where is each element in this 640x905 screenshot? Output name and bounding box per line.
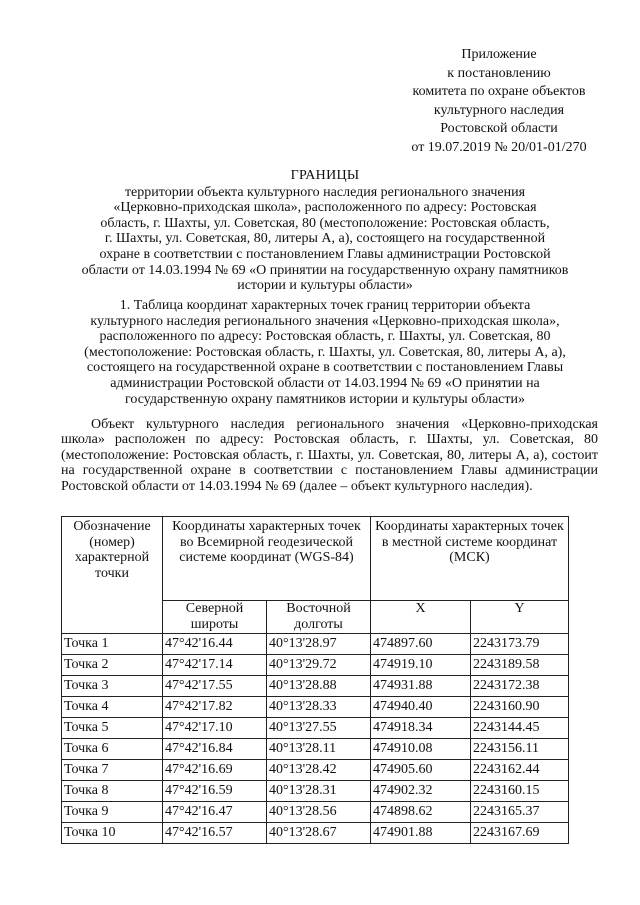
cell-east: 40°13'28.88 bbox=[267, 676, 371, 697]
table-row bbox=[62, 739, 569, 760]
document-heading: ГРАНИЦЫ bbox=[290, 168, 360, 183]
cell-y: 2243167.69 bbox=[471, 823, 569, 844]
cell-point: Точка 3 bbox=[62, 676, 163, 697]
cell-y: 2243165.37 bbox=[471, 802, 569, 823]
cell-north: 47°42'16.59 bbox=[163, 781, 267, 802]
appendix-line: комитета по охране объектов bbox=[412, 84, 586, 100]
title-line: г. Шахты, ул. Советская, 80, литеры А, а), состоящего на государственной bbox=[104, 231, 546, 247]
document-title-block bbox=[40, 168, 610, 294]
cell-point: Точка 9 bbox=[62, 802, 163, 823]
cell-north: 47°42'16.84 bbox=[163, 739, 267, 760]
cell-north: 47°42'17.10 bbox=[163, 718, 267, 739]
cell-north: 47°42'17.55 bbox=[163, 676, 267, 697]
cell-x: 474918.34 bbox=[371, 718, 471, 739]
cell-north: 47°42'17.82 bbox=[163, 697, 267, 718]
appendix-block bbox=[380, 46, 618, 158]
cell-y: 2243172.38 bbox=[471, 676, 569, 697]
table-row bbox=[62, 760, 569, 781]
section-line: администрации Ростовской области от 14.03.1994 № 69 «О принятии на bbox=[110, 375, 540, 391]
section-line: 1. Таблица координат характерных точек границ территории объекта bbox=[119, 298, 531, 313]
table-row bbox=[62, 655, 569, 676]
cell-y: 2243144.45 bbox=[471, 718, 569, 739]
title-line: истории и культуры области» bbox=[237, 278, 413, 294]
cell-y: 2243173.79 bbox=[471, 634, 569, 655]
cell-east: 40°13'28.31 bbox=[267, 781, 371, 802]
table-row bbox=[62, 697, 569, 718]
cell-north: 47°42'16.44 bbox=[163, 634, 267, 655]
cell-x: 474919.10 bbox=[371, 655, 471, 676]
title-line: территории объекта культурного наследия регионального значения bbox=[124, 184, 526, 200]
appendix-line: к постановлению bbox=[447, 65, 551, 81]
cell-east: 40°13'28.42 bbox=[267, 760, 371, 781]
title-line: области от 14.03.1994 № 69 «О принятии на государственную охрану памятников bbox=[81, 262, 569, 278]
appendix-line: культурного наследия bbox=[433, 102, 565, 118]
cell-y: 2243189.58 bbox=[471, 655, 569, 676]
section-line: состоящего на государственной охране в соответствии с постановлением Главы bbox=[86, 360, 564, 376]
object-description-paragraph: Объект культурного наследия регионального значения «Церковно-приходская школа» расположен по адресу: Ростовская область, г. Шахты, ул. Советская, 80 (местоположение: Ростовская область, г. Шахты, ул. Советская, 80, литеры А, а), состоит на государственной охране в соответствии с постановлением Главы администрации Ростовской области от 14.03.1994 № 69 (далее – объект культурного наследия). bbox=[61, 417, 598, 494]
cell-point: Точка 1 bbox=[62, 634, 163, 655]
cell-east: 40°13'28.97 bbox=[267, 634, 371, 655]
cell-y: 2243156.11 bbox=[471, 739, 569, 760]
section-line: культурного наследия регионального значения «Церковно-приходская школа», bbox=[90, 313, 560, 329]
cell-point: Точка 8 bbox=[62, 781, 163, 802]
cell-point: Точка 5 bbox=[62, 718, 163, 739]
header-y: Y bbox=[471, 601, 569, 634]
table-row bbox=[62, 823, 569, 844]
cell-x: 474931.88 bbox=[371, 676, 471, 697]
cell-x: 474897.60 bbox=[371, 634, 471, 655]
section-1-heading bbox=[40, 298, 610, 407]
cell-north: 47°42'17.14 bbox=[163, 655, 267, 676]
cell-east: 40°13'28.11 bbox=[267, 739, 371, 760]
cell-y: 2243160.90 bbox=[471, 697, 569, 718]
cell-point: Точка 6 bbox=[62, 739, 163, 760]
cell-point: Точка 4 bbox=[62, 697, 163, 718]
cell-north: 47°42'16.47 bbox=[163, 802, 267, 823]
cell-x: 474901.88 bbox=[371, 823, 471, 844]
header-x: X bbox=[371, 601, 471, 634]
table-row bbox=[62, 718, 569, 739]
cell-y: 2243162.44 bbox=[471, 760, 569, 781]
appendix-line: от 19.07.2019 № 20/01-01/270 bbox=[411, 139, 587, 155]
cell-y: 2243160.15 bbox=[471, 781, 569, 802]
header-east-longitude: Восточной долготы bbox=[267, 601, 371, 634]
table-row bbox=[62, 676, 569, 697]
cell-east: 40°13'28.33 bbox=[267, 697, 371, 718]
section-line: государственную охрану памятников истории и культуры области» bbox=[125, 391, 525, 407]
cell-east: 40°13'27.55 bbox=[267, 718, 371, 739]
title-line: «Церковно-приходская школа», расположенного по адресу: Ростовская bbox=[113, 200, 537, 216]
table-row bbox=[62, 781, 569, 802]
section-line: (местоположение: Ростовская область, г. Шахты, ул. Советская, 80, литеры А, а), bbox=[84, 344, 566, 360]
cell-x: 474910.08 bbox=[371, 739, 471, 760]
cell-point: Точка 2 bbox=[62, 655, 163, 676]
section-line: расположенного по адресу: Ростовская область, г. Шахты, ул. Советская, 80 bbox=[99, 329, 551, 345]
appendix-line: Ростовской области bbox=[440, 121, 558, 137]
cell-x: 474898.62 bbox=[371, 802, 471, 823]
cell-point: Точка 7 bbox=[62, 760, 163, 781]
cell-north: 47°42'16.69 bbox=[163, 760, 267, 781]
title-line: охране в соответствии с постановлением Главы администрации Ростовской bbox=[99, 246, 551, 262]
cell-point: Точка 10 bbox=[62, 823, 163, 844]
header-msk: Координаты характерных точек в местной системе координат (МСК) bbox=[371, 517, 569, 601]
coordinates-table bbox=[61, 516, 569, 844]
header-point-designation: Обозначение (номер) характерной точки bbox=[62, 517, 163, 634]
header-north-latitude: Северной широты bbox=[163, 601, 267, 634]
cell-north: 47°42'16.57 bbox=[163, 823, 267, 844]
table-row bbox=[62, 634, 569, 655]
cell-east: 40°13'28.56 bbox=[267, 802, 371, 823]
cell-east: 40°13'29.72 bbox=[267, 655, 371, 676]
table-row bbox=[62, 802, 569, 823]
cell-x: 474902.32 bbox=[371, 781, 471, 802]
cell-x: 474905.60 bbox=[371, 760, 471, 781]
header-wgs84: Координаты характерных точек во Всемирной геодезической системе координат (WGS-84) bbox=[163, 517, 371, 601]
cell-east: 40°13'28.67 bbox=[267, 823, 371, 844]
appendix-line: Приложение bbox=[461, 47, 537, 62]
cell-x: 474940.40 bbox=[371, 697, 471, 718]
title-line: область, г. Шахты, ул. Советская, 80 (местоположение: Ростовская область, bbox=[100, 215, 550, 231]
